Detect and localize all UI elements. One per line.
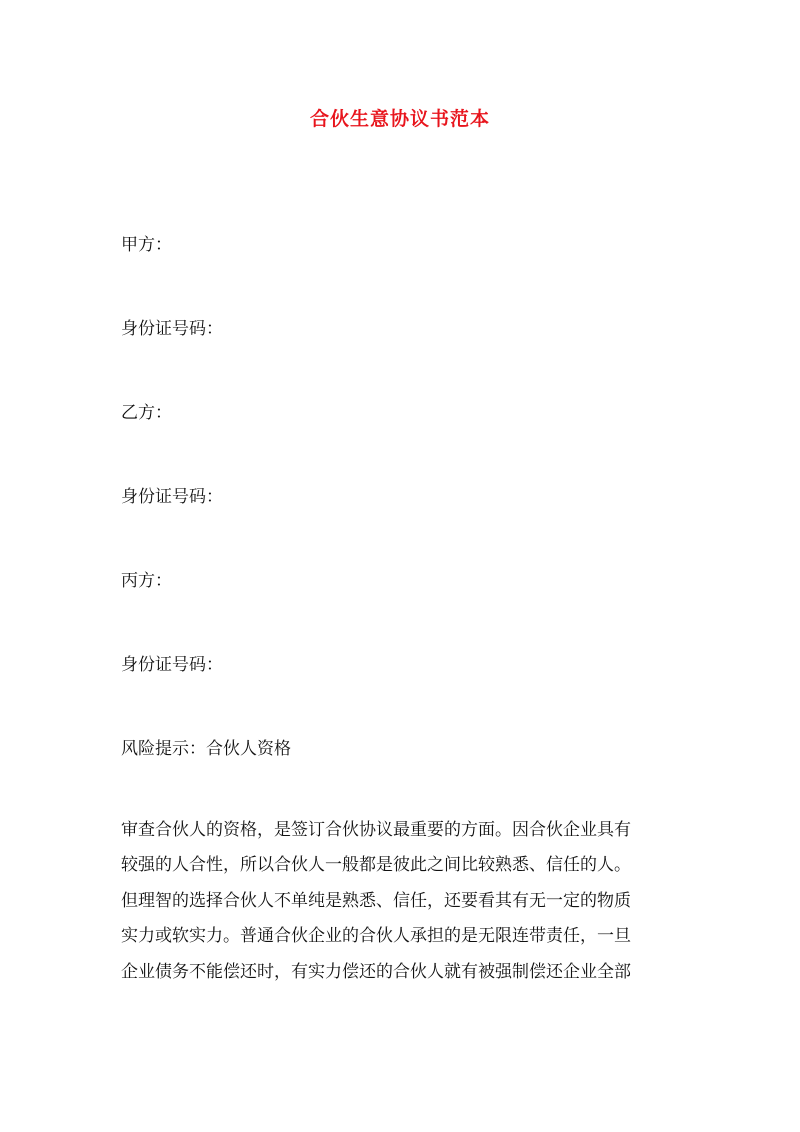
party-b-label: 乙方： bbox=[121, 403, 172, 423]
paragraph-line: 企业债务不能偿还时，有实力偿还的合伙人就有被强制偿还企业全部 bbox=[121, 961, 631, 982]
paragraph-line: 但理智的选择合伙人不单纯是熟悉、信任，还要看其有无一定的物质 bbox=[121, 890, 631, 911]
party-c-label: 丙方： bbox=[121, 571, 172, 591]
paragraph-line: 较强的人合性，所以合伙人一般都是彼此之间比较熟悉、信任的人。 bbox=[121, 855, 631, 876]
paragraph-line: 审查合伙人的资格，是签订合伙协议最重要的方面。因合伙企业具有 bbox=[121, 820, 631, 840]
party-c-id-label: 身份证号码： bbox=[121, 655, 223, 675]
party-a-id-label: 身份证号码： bbox=[121, 319, 223, 339]
party-b-id-label: 身份证号码： bbox=[121, 487, 223, 507]
paragraph-line: 实力或软实力。普通合伙企业的合伙人承担的是无限连带责任，一旦 bbox=[121, 926, 631, 947]
risk-notice-heading: 风险提示：合伙人资格 bbox=[121, 739, 291, 759]
party-a-label: 甲方： bbox=[121, 235, 172, 255]
document-title: 合伙生意协议书范本 bbox=[309, 108, 490, 130]
risk-notice-paragraph bbox=[121, 818, 691, 995]
